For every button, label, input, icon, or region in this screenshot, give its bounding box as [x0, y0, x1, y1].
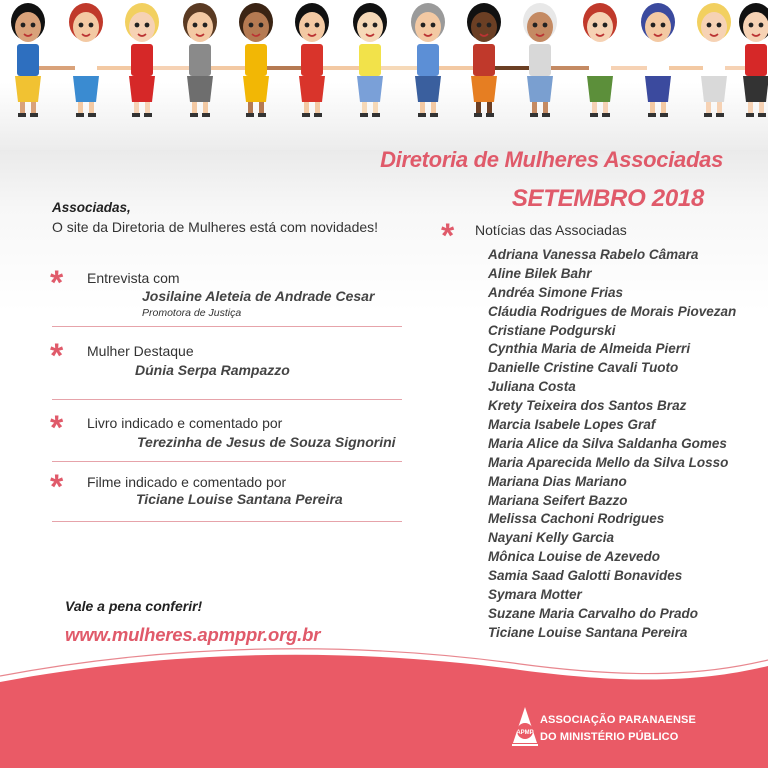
- list-item[interactable]: Samia Saad Galotti Bonavides: [488, 568, 683, 584]
- associates-list: [488, 246, 736, 643]
- woman-figure: [697, 3, 746, 117]
- feature-name-highlight[interactable]: Dúnia Serpa Rampazzo: [135, 362, 290, 378]
- list-item[interactable]: Danielle Cristine Cavali Tuoto: [488, 360, 679, 376]
- list-item[interactable]: Adriana Vanessa Rabelo Câmara: [488, 247, 699, 262]
- website-link[interactable]: www.mulheres.apmppr.org.br: [65, 624, 321, 645]
- list-item[interactable]: Suzane Maria Carvalho do Prado: [488, 605, 699, 621]
- woman-figure: [295, 3, 360, 117]
- list-item[interactable]: Andréa Simone Frias: [488, 284, 624, 300]
- feature-role-interview: Promotora de Justiça: [142, 307, 242, 319]
- feature-label-highlight: Mulher Destaque: [87, 343, 194, 359]
- woman-figure: [467, 3, 530, 117]
- asterisk-icon: *: [50, 468, 64, 506]
- women-illustration: [0, 0, 768, 150]
- woman-figure: [183, 3, 246, 117]
- woman-figure: [739, 3, 768, 117]
- woman-figure: [523, 3, 590, 117]
- list-item[interactable]: Aline Bilek Bahr: [488, 265, 592, 281]
- edition-date: SETEMBRO 2018: [511, 185, 704, 212]
- feature-name-film[interactable]: Ticiane Louise Santana Pereira: [136, 491, 343, 507]
- list-item[interactable]: Ticiane Louise Santana Pereira: [488, 624, 688, 640]
- organization-line-1: ASSOCIAÇÃO PARANAENSE: [540, 714, 696, 726]
- woman-figure: [69, 3, 132, 117]
- divider: [52, 461, 402, 462]
- footer-wave: [0, 640, 768, 768]
- list-item[interactable]: Mariana Dias Mariano: [488, 473, 627, 489]
- feature-name-book[interactable]: Terezinha de Jesus de Souza Signorini: [137, 434, 396, 450]
- list-item[interactable]: Juliana Costa: [488, 379, 576, 395]
- salutation: Associadas,: [52, 200, 131, 215]
- list-item[interactable]: Krety Teixeira dos Santos Braz: [488, 398, 687, 414]
- divider: [52, 399, 402, 400]
- closing-text: Vale a pena conferir!: [65, 598, 203, 614]
- list-item[interactable]: Nayani Kelly Garcia: [488, 530, 615, 546]
- feature-name-interview[interactable]: Josilaine Aleteia de Andrade Cesar: [142, 288, 375, 304]
- asterisk-icon: *: [441, 217, 455, 255]
- list-item[interactable]: Marcia Isabele Lopes Graf: [488, 417, 656, 433]
- asterisk-icon: *: [50, 264, 64, 302]
- list-item[interactable]: Melissa Cachoni Rodrigues: [488, 511, 665, 527]
- intro-message: O site da Diretoria de Mulheres está com novidades!: [52, 219, 379, 235]
- woman-figure: [583, 3, 648, 117]
- news-heading: Notícias das Associadas: [475, 222, 627, 238]
- divider: [52, 521, 402, 522]
- feature-label-book: Livro indicado e comentado por: [87, 415, 283, 431]
- list-item[interactable]: Maria Alice da Silva Saldanha Gomes: [488, 435, 727, 451]
- list-item[interactable]: Cynthia Maria de Almeida Pierri: [488, 341, 691, 357]
- woman-figure: [239, 3, 302, 117]
- feature-label-interview: Entrevista com: [87, 270, 180, 286]
- list-item[interactable]: Symara Motter: [488, 587, 582, 603]
- list-item[interactable]: Mônica Louise de Azevedo: [488, 549, 661, 565]
- woman-figure: [353, 3, 418, 117]
- asterisk-icon: *: [50, 409, 64, 447]
- page-title: Diretoria de Mulheres Associadas: [380, 147, 723, 172]
- divider: [52, 326, 402, 327]
- woman-figure: [11, 3, 76, 117]
- woman-figure: [641, 3, 704, 117]
- list-item[interactable]: Maria Aparecida Mello da Silva Losso: [488, 454, 729, 470]
- asterisk-icon: *: [50, 337, 64, 375]
- organization-line-2: DO MINISTÉRIO PÚBLICO: [540, 731, 679, 743]
- logo-text: APMP: [516, 730, 534, 736]
- organization-name: [540, 712, 696, 746]
- apmp-logo-icon: [510, 705, 540, 749]
- feature-label-film: Filme indicado e comentado por: [87, 474, 287, 490]
- list-item[interactable]: Mariana Seifert Bazzo: [488, 492, 628, 508]
- list-item[interactable]: Cláudia Rodrigues de Morais Piovezan: [488, 303, 737, 319]
- woman-figure: [411, 3, 474, 117]
- woman-figure: [125, 3, 190, 117]
- banner: [0, 0, 768, 150]
- list-item[interactable]: Cristiane Podgurski: [488, 322, 616, 338]
